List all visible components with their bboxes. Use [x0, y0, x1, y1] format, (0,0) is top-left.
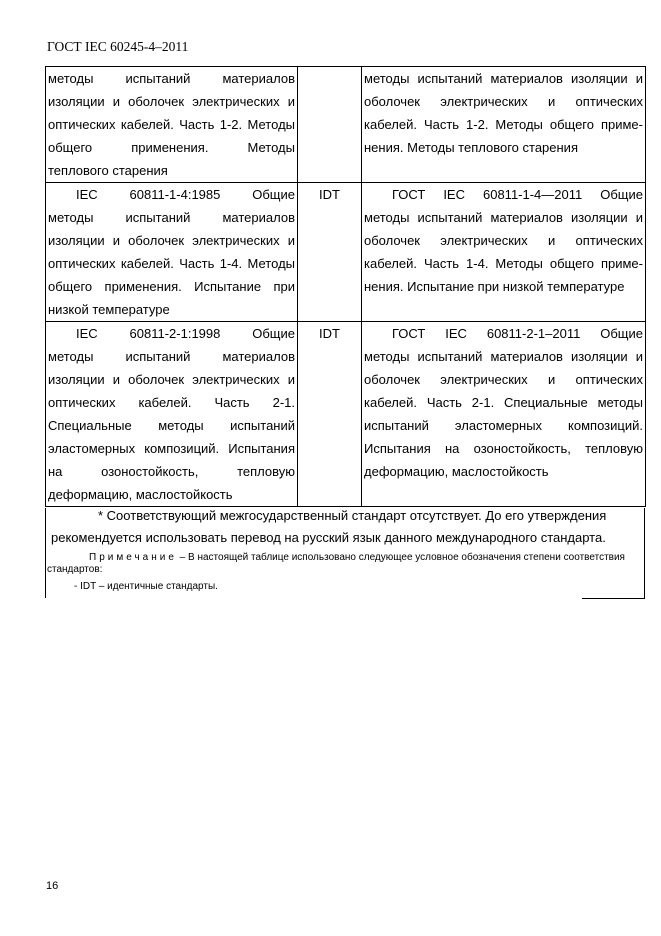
- cell-line: изоляции и оболочек электрических и: [48, 233, 295, 248]
- cell-line: кабелей. Часть 1-4. Методы общего приме-: [364, 256, 643, 271]
- note-text: – В настоящей таблице использовано следующее условное обозначения степени соответствия стандартов:: [47, 552, 625, 575]
- cell-line: деформацию, маслостойкость: [48, 487, 233, 502]
- conformity-degree-cell: IDT: [298, 322, 362, 507]
- cell-line: на озоностойкость, тепловую: [48, 464, 295, 479]
- cell-line: оптических кабелей. Часть 2-1.: [48, 395, 295, 410]
- idt-definition: - IDT – идентичные стандарты.: [74, 581, 218, 592]
- cell-line: оптических кабелей. Часть 1-2. Методы: [48, 117, 295, 132]
- cell-line: методы испытаний материалов: [48, 71, 295, 86]
- cell-line: оболочек электрических и оптических: [364, 233, 643, 248]
- table-row: [46, 183, 646, 322]
- cell-line: общего применения. Испытание при: [48, 279, 295, 294]
- cell-line: ГОСТ IEC 60811-2-1–2011 Общие: [392, 326, 643, 341]
- cell-line: изоляции и оболочек электрических и: [48, 94, 295, 109]
- table-row: [46, 67, 646, 183]
- national-standard-cell: [362, 183, 646, 322]
- page-number: 16: [46, 880, 59, 892]
- national-standard-cell: [362, 322, 646, 507]
- cell-line: методы испытаний материалов изоляции и: [364, 71, 643, 86]
- international-standard-cell: [46, 183, 298, 322]
- cell-line: ГОСТ IEC 60811-1-4—2011 Общие: [392, 187, 643, 202]
- cell-line: методы испытаний материалов: [48, 349, 295, 364]
- cell-line: изоляции и оболочек электрических и: [48, 372, 295, 387]
- cell-line: IEC 60811-2-1:1998 Общие: [76, 326, 295, 341]
- cell-line: оболочек электрических и оптических: [364, 94, 643, 109]
- standards-table: [45, 66, 646, 507]
- footnote-line-1: * Соответствующий межгосударственный стандарт отсутствует. До его утверждения: [98, 508, 607, 523]
- document-header: ГОСТ IEC 60245-4–2011: [47, 39, 189, 54]
- footnote-line-2: рекомендуется использовать перевод на русский язык данного международного стандарта.: [51, 530, 606, 545]
- cell-line: оболочек электрических и оптических: [364, 372, 643, 387]
- cell-line: методы испытаний материалов изоляции и: [364, 349, 643, 364]
- cell-line: испытаний эластомерных композиций.: [364, 418, 643, 433]
- cell-line: Испытания на озоностойкость, тепловую: [364, 441, 643, 456]
- international-standard-cell: [46, 67, 298, 183]
- cell-line: нения. Испытание при низкой температуре: [364, 279, 625, 294]
- cell-line: оптических кабелей. Часть 1-4. Методы: [48, 256, 295, 271]
- cell-line: методы испытаний материалов изоляции и: [364, 210, 643, 225]
- footnote-box-right-border: [644, 508, 645, 598]
- cell-line: низкой температуре: [48, 302, 170, 317]
- cell-line: эластомерных композиций. Испытания: [48, 441, 295, 456]
- cell-line: деформацию, маслостойкость: [364, 464, 549, 479]
- note-label: Примечание: [89, 552, 177, 563]
- footnote-box-bottom-border: [582, 598, 645, 599]
- cell-line: кабелей. Часть 2-1. Специальные методы: [364, 395, 643, 410]
- cell-line: Специальные методы испытаний: [48, 418, 295, 433]
- international-standard-cell: [46, 322, 298, 507]
- national-standard-cell: [362, 67, 646, 183]
- conformity-degree-cell: IDT: [298, 183, 362, 322]
- cell-line: общего применения. Методы: [48, 140, 295, 155]
- cell-line: методы испытаний материалов: [48, 210, 295, 225]
- table-note: [47, 552, 641, 576]
- cell-line: IEC 60811-1-4:1985 Общие: [76, 187, 295, 202]
- table-row: [46, 322, 646, 507]
- cell-line: кабелей. Часть 1-2. Методы общего приме-: [364, 117, 643, 132]
- cell-line: теплового старения: [48, 163, 168, 178]
- cell-line: нения. Методы теплового старения: [364, 140, 578, 155]
- conformity-degree-cell: [298, 67, 362, 183]
